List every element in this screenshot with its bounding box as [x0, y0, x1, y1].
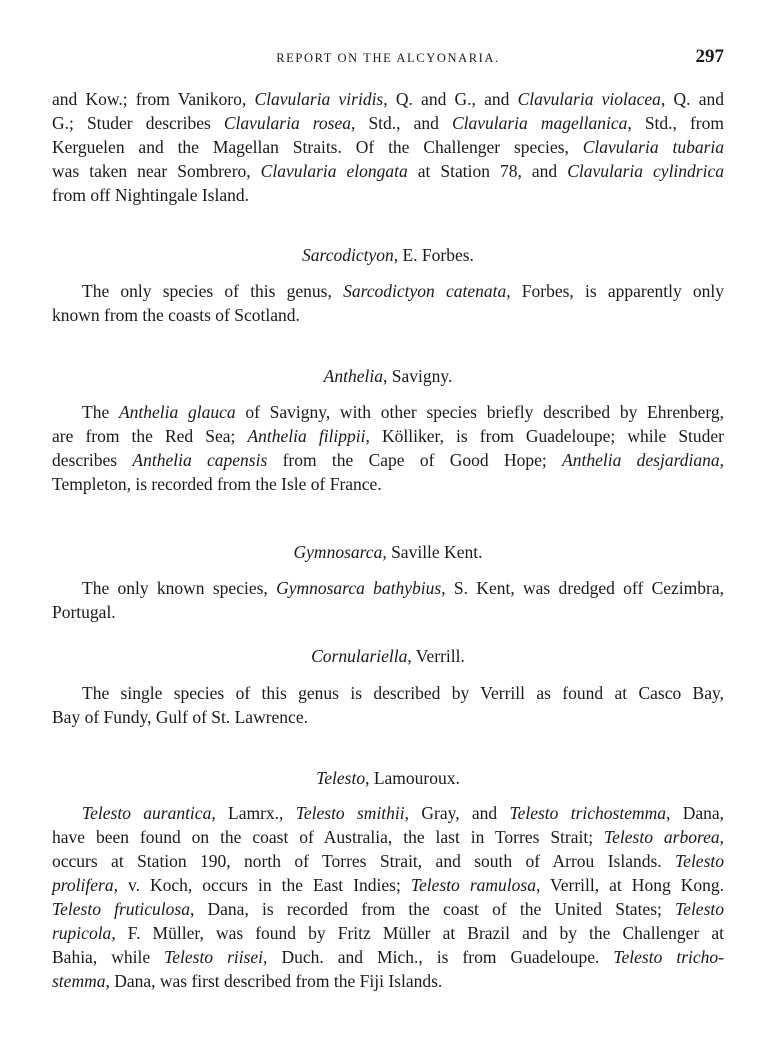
- page-number: 297: [695, 46, 724, 67]
- text-line: Bahia, while Telesto riisei, Duch. and Mich., is from Guadeloupe. Telesto tricho-: [52, 947, 724, 967]
- text-line: are from the Red Sea; Anthelia filippii, Kölliker, is from Guadeloupe; while Studer: [52, 426, 725, 446]
- section-heading-telesto: Telesto, Lamouroux.: [316, 768, 460, 788]
- text-line: describes Anthelia capensis from the Cape of Good Hope; Anthelia desjardiana,: [52, 450, 724, 470]
- section-heading-anthelia: Anthelia, Savigny.: [323, 366, 453, 386]
- text-line: known from the coasts of Scotland.: [52, 305, 300, 325]
- text-line: The only known species, Gymnosarca bathybius, S. Kent, was dredged off Cezimbra,: [82, 578, 724, 598]
- page-header: [52, 46, 724, 70]
- text-line: was taken near Sombrero, Clavularia elongata at Station 78, and Clavularia cylindrica: [52, 161, 724, 181]
- paragraph-telesto: [52, 801, 724, 993]
- text-line: The single species of this genus is described by Verrill as found at Casco Bay,: [82, 683, 724, 703]
- text-line: rupicola, F. Müller, was found by Fritz Müller at Brazil and by the Challenger at: [52, 923, 724, 943]
- text-line: and Kow.; from Vanikoro, Clavularia viridis, Q. and G., and Clavularia violacea, Q. and: [52, 89, 725, 109]
- text-line: Templeton, is recorded from the Isle of France.: [52, 474, 382, 494]
- text-line: Portugal.: [52, 602, 116, 622]
- paragraph-clavularia: [52, 87, 724, 207]
- paragraph-cornulariella: [52, 681, 724, 729]
- paragraph-anthelia: [52, 400, 724, 496]
- text-line: stemma, Dana, was first described from the Fiji Islands.: [52, 971, 443, 991]
- text-line: Telesto fruticulosa, Dana, is recorded from the coast of the United States; Telesto: [52, 899, 724, 919]
- paragraph-gymnosarca: [52, 576, 724, 624]
- text-line: G.; Studer describes Clavularia rosea, Std., and Clavularia magellanica, Std., from: [52, 113, 724, 133]
- text-line: occurs at Station 190, north of Torres Strait, and south of Arrou Islands. Telesto: [52, 851, 724, 871]
- section-heading-sarcodictyon: Sarcodictyon, E. Forbes.: [302, 245, 474, 265]
- section-heading-cornulariella: Cornulariella, Verrill.: [311, 646, 465, 666]
- text-line: have been found on the coast of Australia, the last in Torres Strait; Telesto arborea,: [52, 827, 724, 847]
- text-line: Telesto aurantica, Lamrx., Telesto smithii, Gray, and Telesto trichostemma, Dana,: [82, 803, 724, 823]
- text-line: Kerguelen and the Magellan Straits. Of the Challenger species, Clavularia tubaria: [52, 137, 724, 157]
- text-line: Bay of Fundy, Gulf of St. Lawrence.: [52, 707, 308, 727]
- text-line: The Anthelia glauca of Savigny, with other species briefly described by Ehrenberg,: [82, 402, 724, 422]
- text-line: from off Nightingale Island.: [52, 185, 249, 205]
- text-line: prolifera, v. Koch, occurs in the East Indies; Telesto ramulosa, Verrill, at Hong Kong.: [52, 875, 724, 895]
- text-line: The only species of this genus, Sarcodictyon catenata, Forbes, is apparently only: [82, 281, 724, 301]
- section-heading-gymnosarca: Gymnosarca, Saville Kent.: [293, 542, 483, 562]
- running-head: REPORT ON THE ALCYONARIA.: [276, 51, 500, 65]
- paragraph-sarcodictyon: [52, 279, 724, 327]
